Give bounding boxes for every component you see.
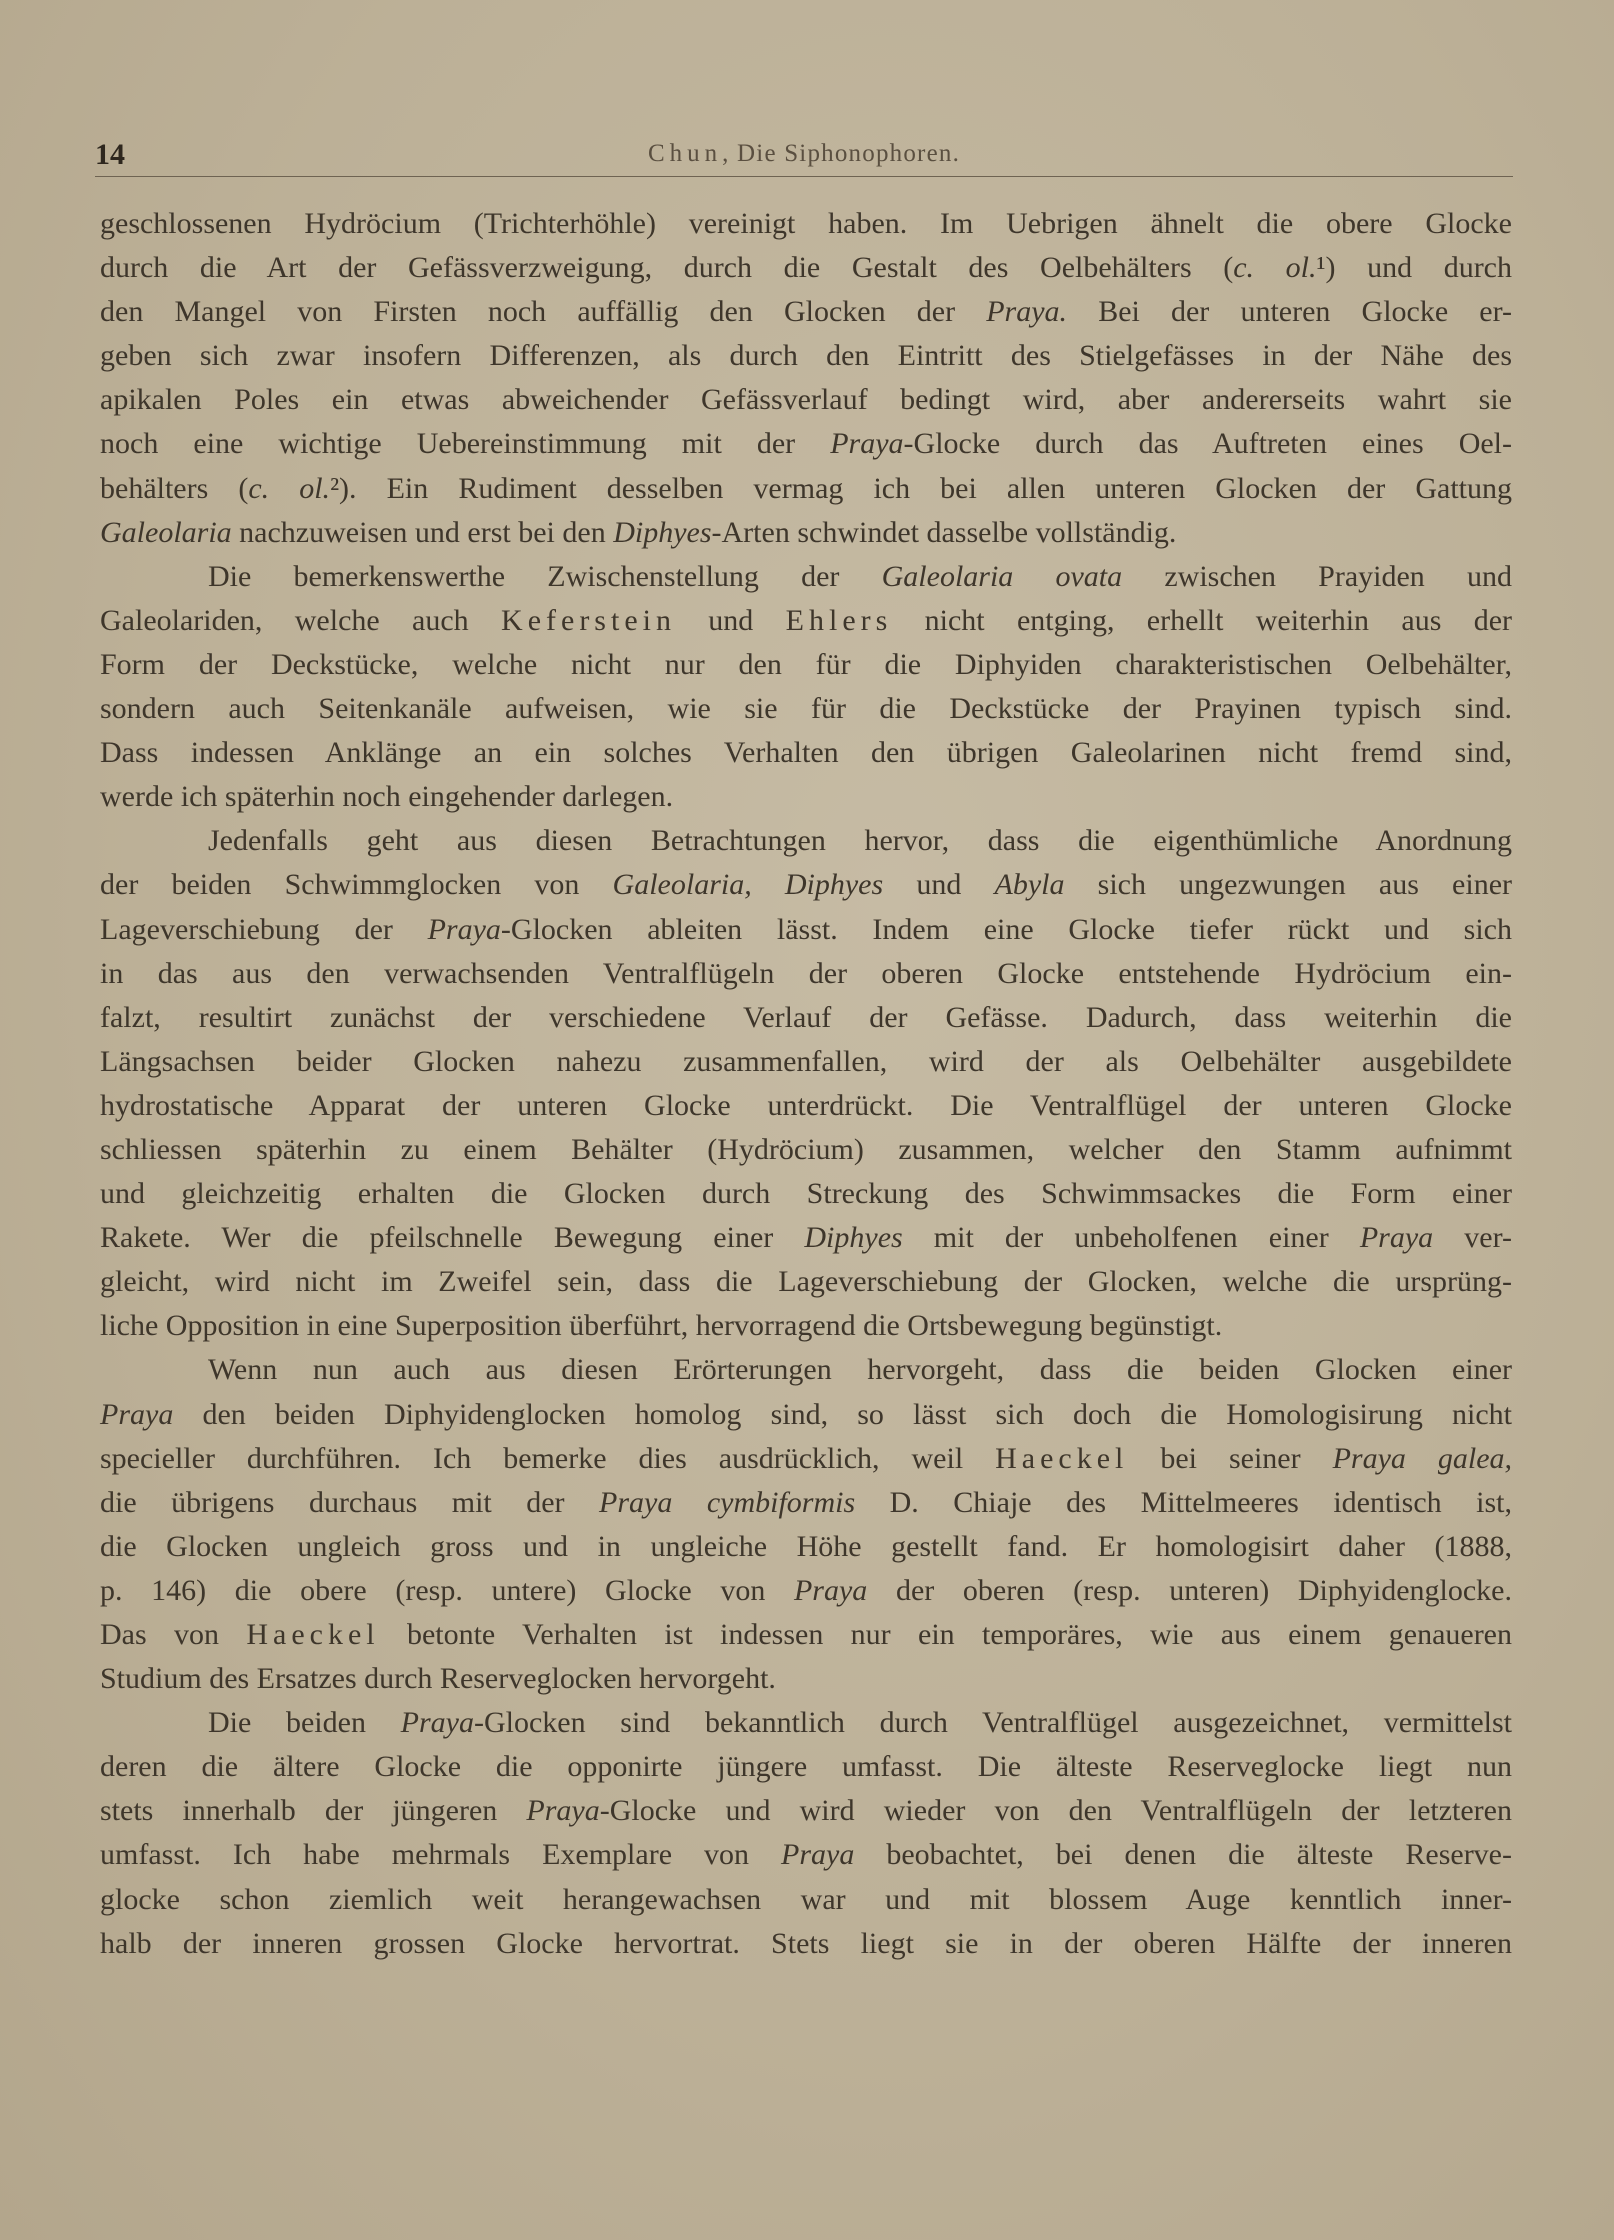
running-title-text: , Die Siphonophoren. bbox=[722, 140, 961, 167]
italic-text: Diphyes bbox=[613, 515, 712, 549]
text-run: apikalen Poles ein etwas abweichender Gefässverlauf bedingt wird, aber andererseits wahrt sie bbox=[100, 383, 1512, 417]
text-run: mit der unbeholfenen einer bbox=[902, 1221, 1360, 1255]
text-run: bei seiner bbox=[1128, 1441, 1333, 1475]
italic-text: Praya galea, bbox=[1332, 1441, 1513, 1475]
text-run: gleicht, wird nicht im Zweifel sein, dass die Lageverschiebung der Glocken, welche die ursprüng- bbox=[100, 1265, 1512, 1299]
text-run: den Mangel von Firsten noch auffällig den Glocken der bbox=[100, 295, 987, 329]
text-run: -Glocken ableiten lässt. Indem eine Glocke tiefer rückt und sich bbox=[500, 912, 1512, 946]
body-text bbox=[100, 202, 1512, 1966]
text-run: Längsachsen beider Glocken nahezu zusammenfallen, wird der als Oelbehälter ausgebildete bbox=[100, 1044, 1512, 1078]
italic-text: Praya bbox=[400, 1706, 474, 1740]
text-line bbox=[100, 599, 1512, 643]
italic-text: Praya bbox=[793, 1573, 868, 1607]
text-line bbox=[100, 1216, 1512, 1260]
text-line bbox=[100, 378, 1512, 422]
text-line bbox=[100, 1569, 1512, 1613]
header-rule bbox=[95, 176, 1513, 177]
text-line bbox=[100, 1701, 1512, 1745]
italic-text: Praya cymbiformis bbox=[599, 1485, 856, 1519]
text-line bbox=[100, 1745, 1512, 1789]
text-line bbox=[100, 819, 1512, 863]
italic-text: Diphyes bbox=[804, 1221, 903, 1255]
italic-text: Galeolaria bbox=[100, 515, 232, 549]
text-run: Jedenfalls geht aus diesen Betrachtungen hervor, dass die eigenthümliche Anordnung bbox=[208, 824, 1512, 858]
text-line bbox=[100, 1393, 1512, 1437]
spaced-name: Haeckel bbox=[246, 1618, 380, 1651]
text-run: -Arten schwindet dasselbe vollständig. bbox=[711, 515, 1177, 549]
text-run: nicht entging, erhellt weiterhin aus der bbox=[892, 603, 1513, 637]
text-run: D. Chiaje des Mittelmeeres identisch ist, bbox=[855, 1485, 1512, 1519]
text-run: Dass indessen Anklänge an ein solches Verhalten den übrigen Galeolarinen nicht fremd sind, bbox=[100, 736, 1512, 770]
italic-text: c. ol. bbox=[248, 471, 331, 505]
text-run: den beiden Diphyidenglocken homolog sind, so lässt sich doch die Homologisirung nicht bbox=[173, 1397, 1512, 1431]
text-run: Form der Deckstücke, welche nicht nur den für die Diphyiden charakteristischen Oelbehälter, bbox=[100, 647, 1512, 681]
text-line bbox=[100, 1040, 1512, 1084]
spaced-name: Haeckel bbox=[995, 1441, 1129, 1475]
text-run: beobachtet, bei denen die älteste Reserve- bbox=[854, 1838, 1512, 1872]
text-line bbox=[100, 555, 1512, 599]
text-run: Studium des Ersatzes durch Reserveglocken hervorgeht. bbox=[100, 1662, 776, 1696]
text-line bbox=[100, 952, 1512, 996]
text-run: Rakete. Wer die pfeilschnelle Bewegung einer bbox=[100, 1221, 805, 1255]
text-run: Lageverschiebung der bbox=[100, 912, 428, 946]
text-line bbox=[100, 1437, 1512, 1481]
text-line bbox=[100, 1304, 1512, 1348]
text-run: halb der inneren grossen Glocke hervortrat. Stets liegt sie in der oberen Hälfte der inneren bbox=[100, 1926, 1512, 1960]
text-run: betonte Verhalten ist indessen nur ein temporäres, wie aus einem genaueren bbox=[379, 1618, 1512, 1651]
italic-text: Galeolaria ovata bbox=[881, 559, 1123, 593]
italic-text: Praya. bbox=[986, 295, 1068, 329]
text-line bbox=[100, 1084, 1512, 1128]
text-run: Die bemerkenswerthe Zwischenstellung der bbox=[208, 559, 882, 593]
text-run: liche Opposition in eine Superposition überführt, hervorragend die Ortsbewegung begünstigt. bbox=[100, 1309, 1223, 1343]
text-run: nachzuweisen und erst bei den bbox=[231, 515, 614, 549]
italic-text: Praya bbox=[781, 1838, 855, 1872]
text-run: p. 146) die obere (resp. untere) Glocke von bbox=[100, 1573, 794, 1607]
text-run: werde ich späterhin noch eingehender darlegen. bbox=[100, 780, 674, 814]
text-line bbox=[100, 422, 1512, 466]
spaced-name: Keferstein bbox=[501, 603, 676, 637]
text-run: Galeolariden, welche auch bbox=[100, 603, 502, 637]
text-line bbox=[100, 1260, 1512, 1304]
text-run: ²). Ein Rudiment desselben vermag ich bei allen unteren Glocken der Gattung bbox=[330, 471, 1512, 505]
text-run: und bbox=[675, 603, 786, 637]
page-number: 14 bbox=[95, 138, 125, 171]
text-run: falzt, resultirt zunächst der verschiedene Verlauf der Gefässe. Dadurch, dass weiterhin die bbox=[100, 1000, 1512, 1034]
text-line bbox=[100, 1613, 1512, 1657]
text-line bbox=[100, 908, 1512, 952]
text-line bbox=[100, 1878, 1512, 1922]
text-run: der oberen (resp. unteren) Diphyidenglocke. bbox=[867, 1573, 1512, 1607]
text-line bbox=[100, 1172, 1512, 1216]
text-run: die Glocken ungleich gross und in ungleiche Höhe gestellt fand. Er homologisirt daher (1888, bbox=[100, 1529, 1512, 1563]
text-run: umfasst. Ich habe mehrmals Exemplare von bbox=[100, 1838, 782, 1872]
italic-text: Praya bbox=[526, 1794, 600, 1828]
text-run: die übrigens durchaus mit der bbox=[100, 1485, 600, 1519]
italic-text: Praya bbox=[830, 427, 904, 461]
text-line bbox=[100, 643, 1512, 687]
text-run: der beiden Schwimmglocken von bbox=[100, 868, 613, 902]
text-run: Bei der unteren Glocke er- bbox=[1067, 295, 1513, 329]
running-title bbox=[95, 140, 1513, 168]
italic-text: c. ol. bbox=[1233, 251, 1317, 285]
text-line bbox=[100, 1481, 1512, 1525]
text-run: behälters ( bbox=[100, 471, 249, 505]
text-line bbox=[100, 1128, 1512, 1172]
text-run: hydrostatische Apparat der unteren Glocke unterdrückt. Die Ventralflügel der unteren Glocke bbox=[100, 1088, 1512, 1122]
text-line bbox=[100, 290, 1512, 334]
page-header bbox=[95, 138, 1513, 178]
text-run: specieller durchführen. Ich bemerke dies ausdrücklich, weil bbox=[100, 1441, 996, 1475]
text-line bbox=[100, 202, 1512, 246]
text-line bbox=[100, 1922, 1512, 1966]
text-line bbox=[100, 1525, 1512, 1569]
text-line bbox=[100, 996, 1512, 1040]
text-run: -Glocke und wird wieder von den Ventralflügeln der letzteren bbox=[599, 1794, 1512, 1828]
text-line bbox=[100, 511, 1512, 555]
italic-text: Galeolaria, Diphyes bbox=[612, 868, 884, 902]
spaced-name: Ehlers bbox=[785, 603, 893, 637]
text-line bbox=[100, 334, 1512, 378]
text-run: glocke schon ziemlich weit herangewachsen war und mit blossem Auge kenntlich inner- bbox=[100, 1882, 1512, 1916]
text-run: -Glocken sind bekanntlich durch Ventralflügel ausgezeichnet, vermittelst bbox=[473, 1706, 1513, 1740]
text-line bbox=[100, 1789, 1512, 1833]
text-run: geben sich zwar insofern Differenzen, als durch den Eintritt des Stielgefässes in der Nähe des bbox=[100, 339, 1512, 373]
text-line bbox=[100, 467, 1512, 511]
text-run: stets innerhalb der jüngeren bbox=[100, 1794, 527, 1828]
text-line bbox=[100, 1833, 1512, 1877]
text-run: geschlossenen Hydröcium (Trichterhöhle) vereinigt haben. Im Uebrigen ähnelt die obere Glocke bbox=[100, 207, 1512, 240]
text-line bbox=[100, 863, 1512, 907]
text-run: schliessen späterhin zu einem Behälter (Hydröcium) zusammen, welcher den Stamm aufnimmt bbox=[100, 1132, 1512, 1166]
text-run: durch die Art der Gefässverzweigung, durch die Gestalt des Oelbehälters ( bbox=[100, 251, 1234, 285]
text-run: und gleichzeitig erhalten die Glocken durch Streckung des Schwimmsackes die Form einer bbox=[100, 1177, 1512, 1211]
text-run: Das von bbox=[100, 1618, 247, 1651]
text-run: in das aus den verwachsenden Ventralflügeln der oberen Glocke entstehende Hydröcium ein- bbox=[100, 956, 1512, 990]
text-line bbox=[100, 731, 1512, 775]
text-line bbox=[100, 775, 1512, 819]
text-run: noch eine wichtige Uebereinstimmung mit der bbox=[100, 427, 831, 461]
text-run: sich ungezwungen aus einer bbox=[1064, 868, 1512, 902]
text-run: -Glocke durch das Auftreten eines Oel- bbox=[903, 427, 1513, 461]
text-run: Die beiden bbox=[208, 1706, 401, 1740]
text-line bbox=[100, 246, 1512, 290]
text-line bbox=[100, 687, 1512, 731]
text-run: zwischen Prayiden und bbox=[1122, 559, 1512, 593]
italic-text: Praya bbox=[1359, 1221, 1434, 1255]
text-run: sondern auch Seitenkanäle aufweisen, wie sie für die Deckstücke der Prayinen typisch sind. bbox=[100, 692, 1512, 726]
text-run: und bbox=[883, 868, 995, 902]
text-run: Wenn nun auch aus diesen Erörterungen hervorgeht, dass die beiden Glocken einer bbox=[208, 1353, 1512, 1387]
italic-text: Praya bbox=[100, 1397, 174, 1431]
text-run: ¹) und durch bbox=[1316, 251, 1512, 285]
italic-text: Praya bbox=[427, 912, 501, 946]
italic-text: Abyla bbox=[994, 868, 1065, 902]
text-line bbox=[100, 1657, 1512, 1701]
text-run: deren die ältere Glocke die opponirte jüngere umfasst. Die älteste Reserveglocke liegt nun bbox=[100, 1750, 1512, 1784]
text-line bbox=[100, 1348, 1512, 1392]
running-title-author: Chun bbox=[647, 140, 723, 167]
text-run: ver- bbox=[1433, 1221, 1512, 1255]
